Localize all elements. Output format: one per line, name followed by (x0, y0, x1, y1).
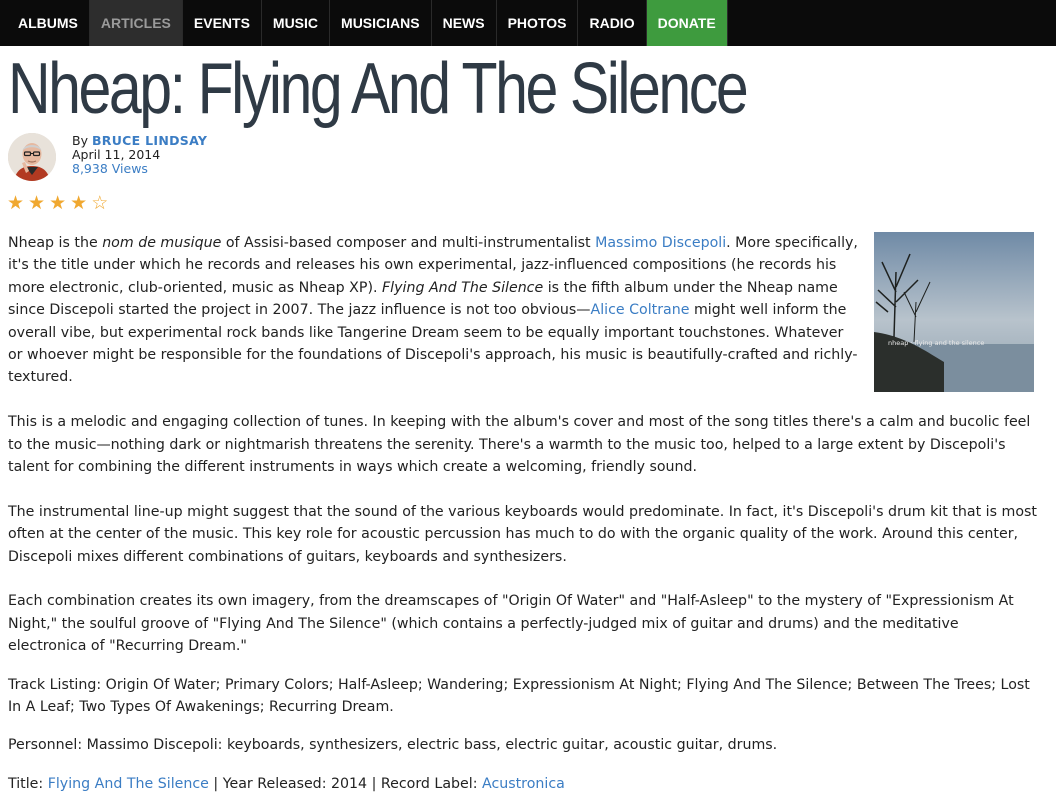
paragraph-2: This is a melodic and engaging collection of tunes. In keeping with the album's cover and most of the song titles there's a calm and bucolic feel to the music—nothing dark or nightmarish threatens the serenity. There's a warmth to the music too, helped to a large extent by Discepoli's talent for combining the different instruments in ways which create a welcoming, friendly sound. (8, 414, 1031, 476)
page-title: Nheap: Flying And The Silence (8, 49, 747, 129)
top-nav (0, 0, 1056, 46)
link-album-title[interactable]: Flying And The Silence (47, 775, 209, 792)
album-cover-image (874, 232, 1034, 392)
nav-albums[interactable]: ALBUMS (0, 0, 90, 46)
star-full-icon: ★ (70, 192, 88, 214)
view-count[interactable]: 8,938 Views (72, 161, 148, 176)
paragraph-1: Nheap is the nom de musique of Assisi-based composer and multi-instrumentalist Massimo Discepoli. More specifically, it's the title under which he records and releases his own experimental, jazz-influenced compositions (he records his more electronic, club-oriented, music as Nheap XP). Flying And The Silence is the fifth album under the Nheap name since Discepoli started the project in 2007. The jazz influence is not too obvious—Alice Coltrane might well inform the overall vibe, but experimental rock bands like Tangerine Dream seem to be equally important touchstones. Whatever or whoever might be responsible for the foundations of Discepoli's approach, his music is beautifully-crafted and richly-textured. (8, 235, 858, 386)
byline (72, 134, 207, 176)
star-full-icon: ★ (49, 192, 67, 214)
author-link[interactable]: BRUCE LINDSAY (91, 133, 208, 148)
personnel: Personnel: Massimo Discepoli: keyboards, synthesizers, electric bass, electric guitar, acoustic guitar, drums. (8, 737, 778, 754)
album-meta: Title: Flying And The Silence | Year Released: 2014 | Record Label: Acustronica (8, 775, 565, 792)
link-alice-coltrane[interactable]: Alice Coltrane (590, 302, 690, 319)
nav-photos[interactable]: PHOTOS (497, 0, 579, 46)
nav-music[interactable]: MUSIC (262, 0, 330, 46)
link-massimo-discepoli[interactable]: Massimo Discepoli (595, 235, 727, 251)
paragraph-3: The instrumental line-up might suggest that the sound of the various keyboards would predominate. In fact, it's Discepoli's drum kit that is most often at the center of the music. This key role for acoustic percussion has much to do with the organic quality of the work. Around this center, Discepoli mixes different combinations of guitars, keyboards and synthesizers. (8, 503, 1037, 565)
star-empty-icon: ☆ (91, 192, 109, 214)
byline-by: By (72, 133, 88, 148)
nav-news[interactable]: NEWS (432, 0, 497, 46)
avatar-portrait-icon (8, 133, 56, 181)
link-record-label[interactable]: Acustronica (481, 775, 565, 792)
nav-musicians[interactable]: MUSICIANS (330, 0, 432, 46)
nav-events[interactable]: EVENTS (183, 0, 262, 46)
star-full-icon: ★ (28, 192, 46, 214)
nav-radio[interactable]: RADIO (578, 0, 646, 46)
nav-articles[interactable]: ARTICLES (90, 0, 183, 46)
nav-donate[interactable]: DONATE (647, 0, 728, 46)
album-cover[interactable] (874, 232, 1034, 392)
publish-date: April 11, 2014 (72, 147, 161, 162)
author-avatar[interactable] (8, 133, 56, 181)
cover-caption: nheap · flying and the silence (888, 339, 985, 347)
star-rating (7, 193, 108, 213)
track-listing: Track Listing: Origin Of Water; Primary Colors; Half-Asleep; Wandering; Expressionism At Night; Flying And The Silence; Between The Trees; Lost In A Leaf; Two Types Of Awakenings; Recurring Dream. (8, 676, 1030, 716)
paragraph-4: Each combination creates its own imagery, from the dreamscapes of "Origin Of Water" and "Half-Asleep" to the mystery of "Expressionism At Night," the soulful groove of "Flying And The Silence" (which contains a perfectly-judged mix of guitar and drums) and the meditative electronica of "Recurring Dream." (8, 593, 1014, 655)
article-body (8, 232, 1038, 811)
star-full-icon: ★ (7, 192, 25, 214)
